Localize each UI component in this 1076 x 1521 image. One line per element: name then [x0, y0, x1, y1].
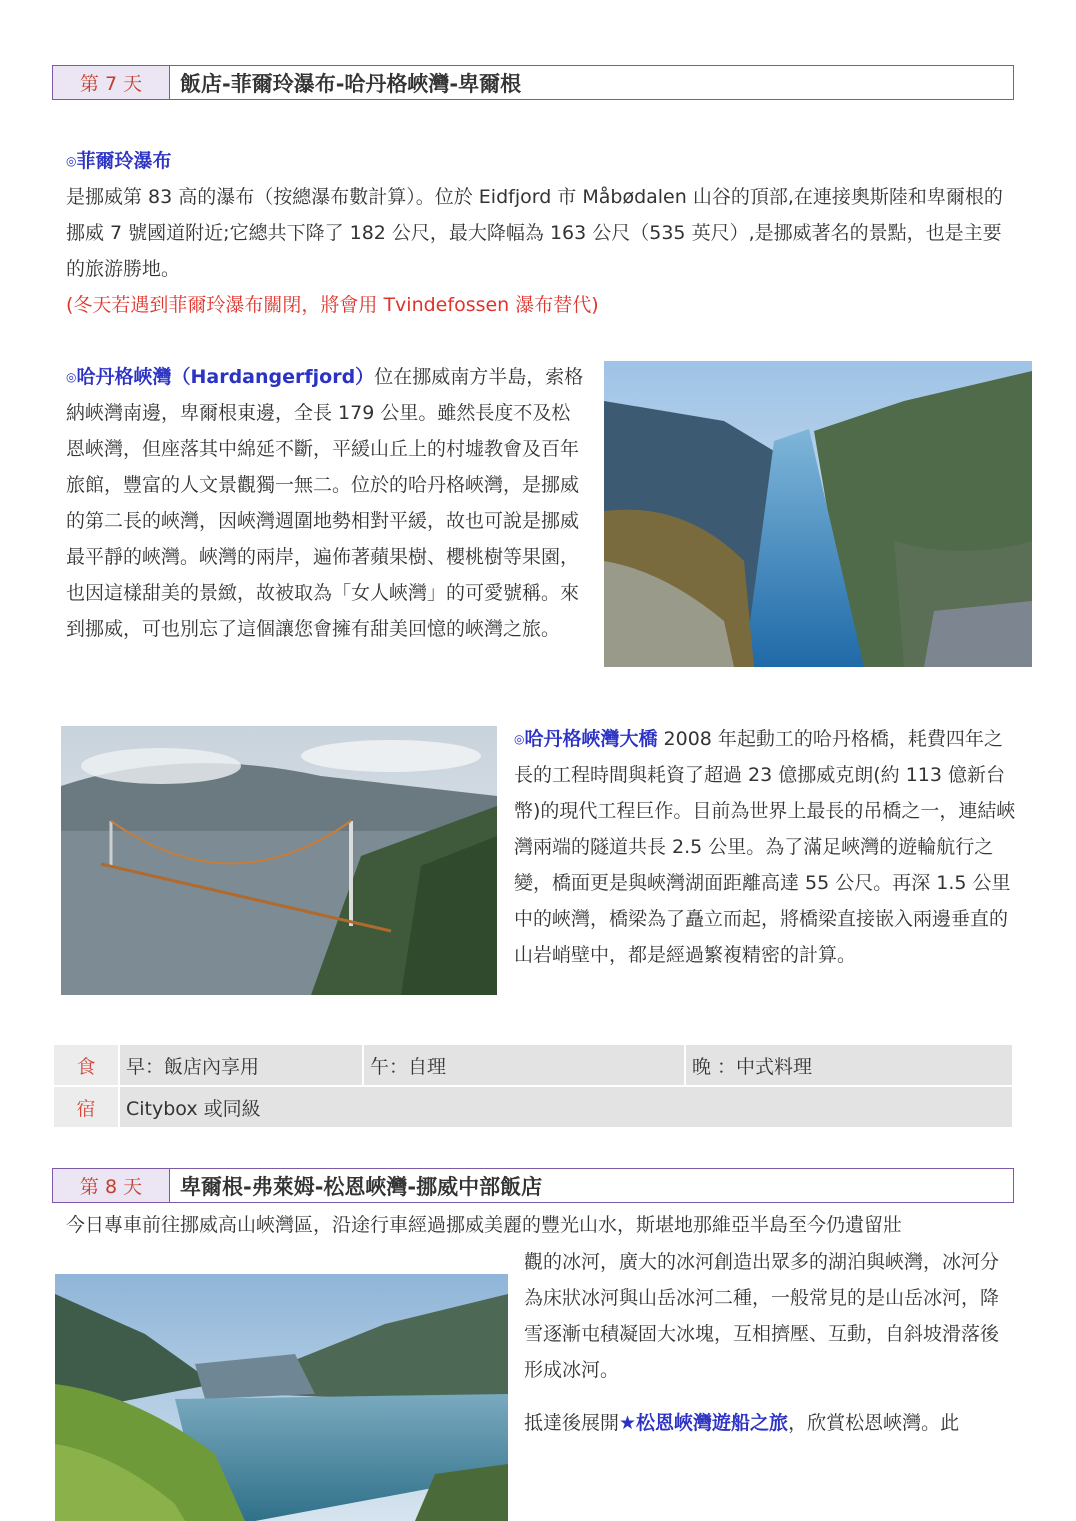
section-heading: 菲爾玲瀑布 [76, 150, 172, 172]
hotel-row [53, 1086, 1013, 1128]
sognefjord-photo [55, 1274, 508, 1521]
bullet-icon: ◎ [66, 154, 77, 168]
day-title: 卑爾根-弗萊姆-松恩峽灣-挪威中部飯店 [180, 1174, 543, 1199]
section-bridge [514, 721, 1016, 973]
bullet-icon: ◎ [66, 370, 77, 384]
section-body: 2008 年起動工的哈丹格橋，耗費四年之長的工程時間與耗資了超過 23 億挪威克朗(約 113 億新台幣)的現代工程巨作。目前為世界上最長的吊橋之一，連結峽灣兩端的隧道共長 2.5 公里。為了滿足峽灣的遊輪航行之變，橋面更是與峽灣湖面距離高達 55 公尺。再深 1.5 公里中的峽灣，橋梁為了矗立而起，將橋梁直接嵌入兩邊垂直的山岩峭壁中，都是經過繁複精密的計算。 [514, 728, 1016, 966]
meals-key: 食 [53, 1044, 119, 1086]
cruise-pre: 抵達後展開 [524, 1412, 620, 1434]
section-heading: 哈丹格峽灣（Hardangerfjord） [76, 366, 375, 388]
day-label: 第 8 天 [53, 1169, 170, 1202]
day-title: 飯店-菲爾玲瀑布-哈丹格峽灣-卑爾根 [180, 71, 522, 96]
meals-row [53, 1044, 1013, 1086]
hotel-cell: Citybox 或同級 [119, 1086, 1013, 1128]
section-body: 位在挪威南方半島，索格納峽灣南邊，卑爾根東邊，全長 179 公里。雖然長度不及松恩峽灣，但座落其中綿延不斷，平緩山丘上的村墟教會及百年旅館，豐富的人文景觀獨一無二。位於的哈丹格峽灣，是挪威的第二長的峽灣，因峽灣週圍地勢相對平緩，故也可說是挪威最平靜的峽灣。峽灣的兩岸，遍佈著蘋果樹、櫻桃樹等果園，也因這樣甜美的景緻，故被取為「女人峽灣」的可愛號稱。來到挪威，可也別忘了這個讓您會擁有甜美回憶的峽灣之旅。 [66, 366, 584, 640]
fjord-photo [604, 361, 1032, 667]
hotel-key: 宿 [53, 1086, 119, 1128]
day8-intro-line: 今日專車前往挪威高山峽灣區，沿途行車經過挪威美麗的豐光山水，斯堪地那維亞半島至今仍遺留壯 [66, 1214, 903, 1236]
bridge-photo [61, 726, 497, 995]
dinner-cell: 晚 ：中式料理 [685, 1044, 1013, 1086]
cruise-highlight: ★松恩峽灣遊船之旅 [619, 1412, 789, 1434]
bullet-icon: ◎ [514, 732, 525, 746]
day7-header [52, 65, 1014, 100]
section-waterfall [66, 143, 1016, 323]
cruise-post: ，欣賞松恩峽灣。此 [788, 1412, 960, 1434]
section-fjord [66, 359, 588, 647]
meals-table [52, 1043, 1014, 1129]
day-label: 第 7 天 [53, 66, 170, 99]
day8-cruise [524, 1405, 1024, 1441]
section-note: (冬天若遇到菲爾玲瀑布關閉，將會用 Tvindefossen 瀑布替代) [66, 294, 599, 316]
lunch-cell: 午：自理 [363, 1044, 685, 1086]
breakfast-cell: 早：飯店內享用 [119, 1044, 363, 1086]
section-heading: 哈丹格峽灣大橋 [524, 728, 658, 750]
day8-header [52, 1168, 1014, 1203]
day8-intro-rest: 觀的冰河，廣大的冰河創造出眾多的湖泊與峽灣，冰河分為床狀冰河與山岳冰河二種，一般常見的是山岳冰河，降雪逐漸屯積凝固大冰塊，互相擠壓、互動，自斜坡滑落後形成冰河。 [524, 1251, 1000, 1381]
section-body: 是挪威第 83 高的瀑布（按總瀑布數計算）。位於 Eidfjord 市 Måbødalen 山谷的頂部,在連接奧斯陸和卑爾根的挪威 7 號國道附近;它總共下降了 182 公尺，最大降幅為 163 公尺（535 英尺）,是挪威著名的景點，也是主要的旅游勝地。 [66, 186, 1003, 280]
